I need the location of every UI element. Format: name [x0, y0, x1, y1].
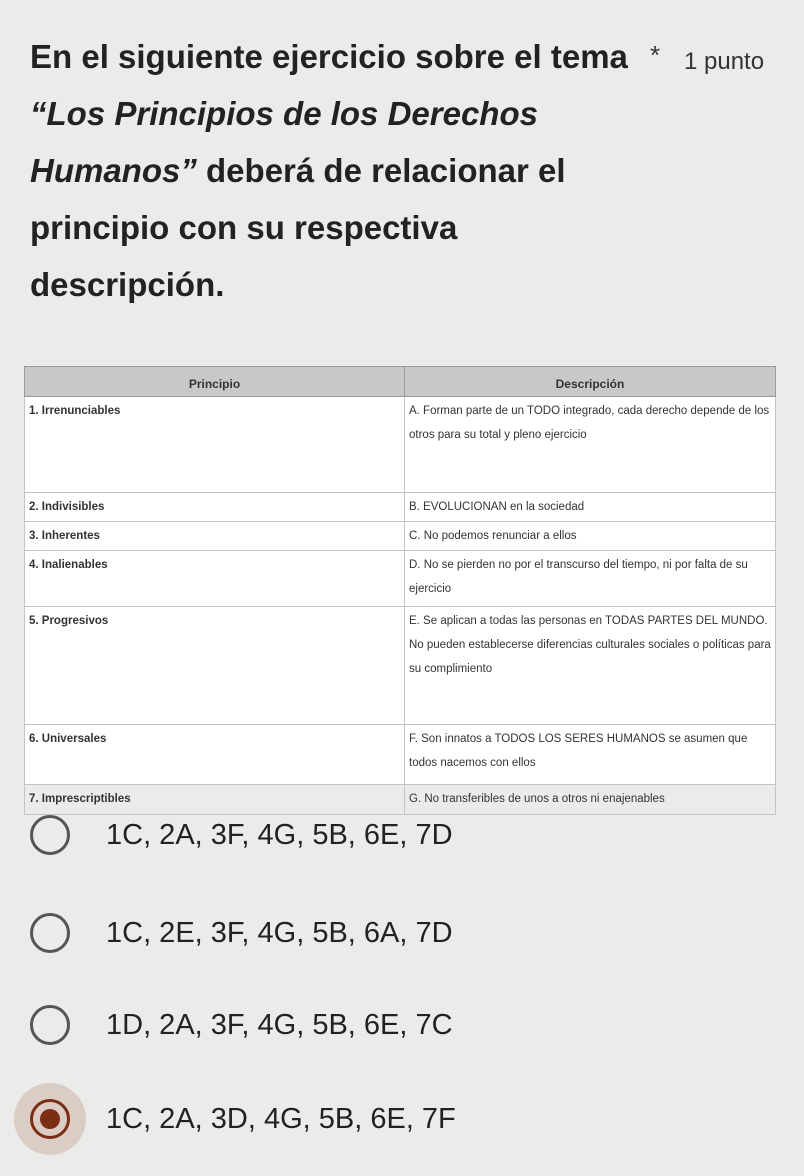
radio-button-unselected[interactable] [30, 1005, 70, 1045]
description-cell: G. No transferibles de unos a otros ni enajenables [405, 785, 776, 815]
description-cell: A. Forman parte de un TODO integrado, cada derecho depende de los otros para su total y pleno ejercicio [405, 397, 776, 493]
question-text-start: En el siguiente ejercicio sobre el tema [30, 38, 628, 75]
description-cell: F. Son innatos a TODOS LOS SERES HUMANOS se asumen que todos nacemos con ellos [405, 725, 776, 785]
option-label[interactable]: 1D, 2A, 3F, 4G, 5B, 6E, 7C [106, 1008, 453, 1041]
option-3[interactable] [0, 990, 804, 1060]
table-row [25, 397, 776, 493]
question-title [30, 28, 650, 313]
table-header-row [25, 367, 776, 397]
principle-cell: 3. Inherentes [25, 522, 405, 551]
description-cell: B. EVOLUCIONAN en la sociedad [405, 493, 776, 522]
radio-button-unselected[interactable] [30, 815, 70, 855]
radio-button-unselected[interactable] [30, 913, 70, 953]
question-text-end: deberá de relacionar el principio con su respectiva descripción. [30, 152, 566, 303]
option-label[interactable]: 1C, 2E, 3F, 4G, 5B, 6A, 7D [106, 916, 453, 949]
option-2[interactable] [0, 898, 804, 968]
principles-table [24, 366, 776, 815]
question-topic: “Los Principios de los Derechos Humanos” [30, 95, 538, 189]
principle-cell: 7. Imprescriptibles [25, 785, 405, 815]
points-label: 1 punto [684, 48, 765, 75]
required-marker: * [650, 40, 661, 70]
principle-cell: 4. Inalienables [25, 551, 405, 607]
description-cell: D. No se pierden no por el transcurso del tiempo, ni por falta de su ejercicio [405, 551, 776, 607]
header-principle: Principio [25, 367, 405, 397]
principle-cell: 1. Irrenunciables [25, 397, 405, 493]
table-row [25, 607, 776, 725]
description-cell: E. Se aplican a todas las personas en TODAS PARTES DEL MUNDO. No pueden establecerse diferencias culturales sociales o políticas para su complimiento [405, 607, 776, 725]
option-label[interactable]: 1C, 2A, 3F, 4G, 5B, 6E, 7D [106, 818, 453, 851]
radio-button-selected[interactable] [30, 1099, 70, 1139]
header-description: Descripción [405, 367, 776, 397]
option-1[interactable] [0, 800, 804, 870]
table-row [25, 493, 776, 522]
description-cell: C. No podemos renunciar a ellos [405, 522, 776, 551]
principles-table-image [24, 366, 776, 805]
table-row [25, 725, 776, 785]
principle-cell: 2. Indivisibles [25, 493, 405, 522]
option-label[interactable]: 1C, 2A, 3D, 4G, 5B, 6E, 7F [106, 1102, 456, 1135]
principle-cell: 5. Progresivos [25, 607, 405, 725]
option-4[interactable] [0, 1084, 804, 1154]
table-row [25, 522, 776, 551]
table-row [25, 551, 776, 607]
principle-cell: 6. Universales [25, 725, 405, 785]
